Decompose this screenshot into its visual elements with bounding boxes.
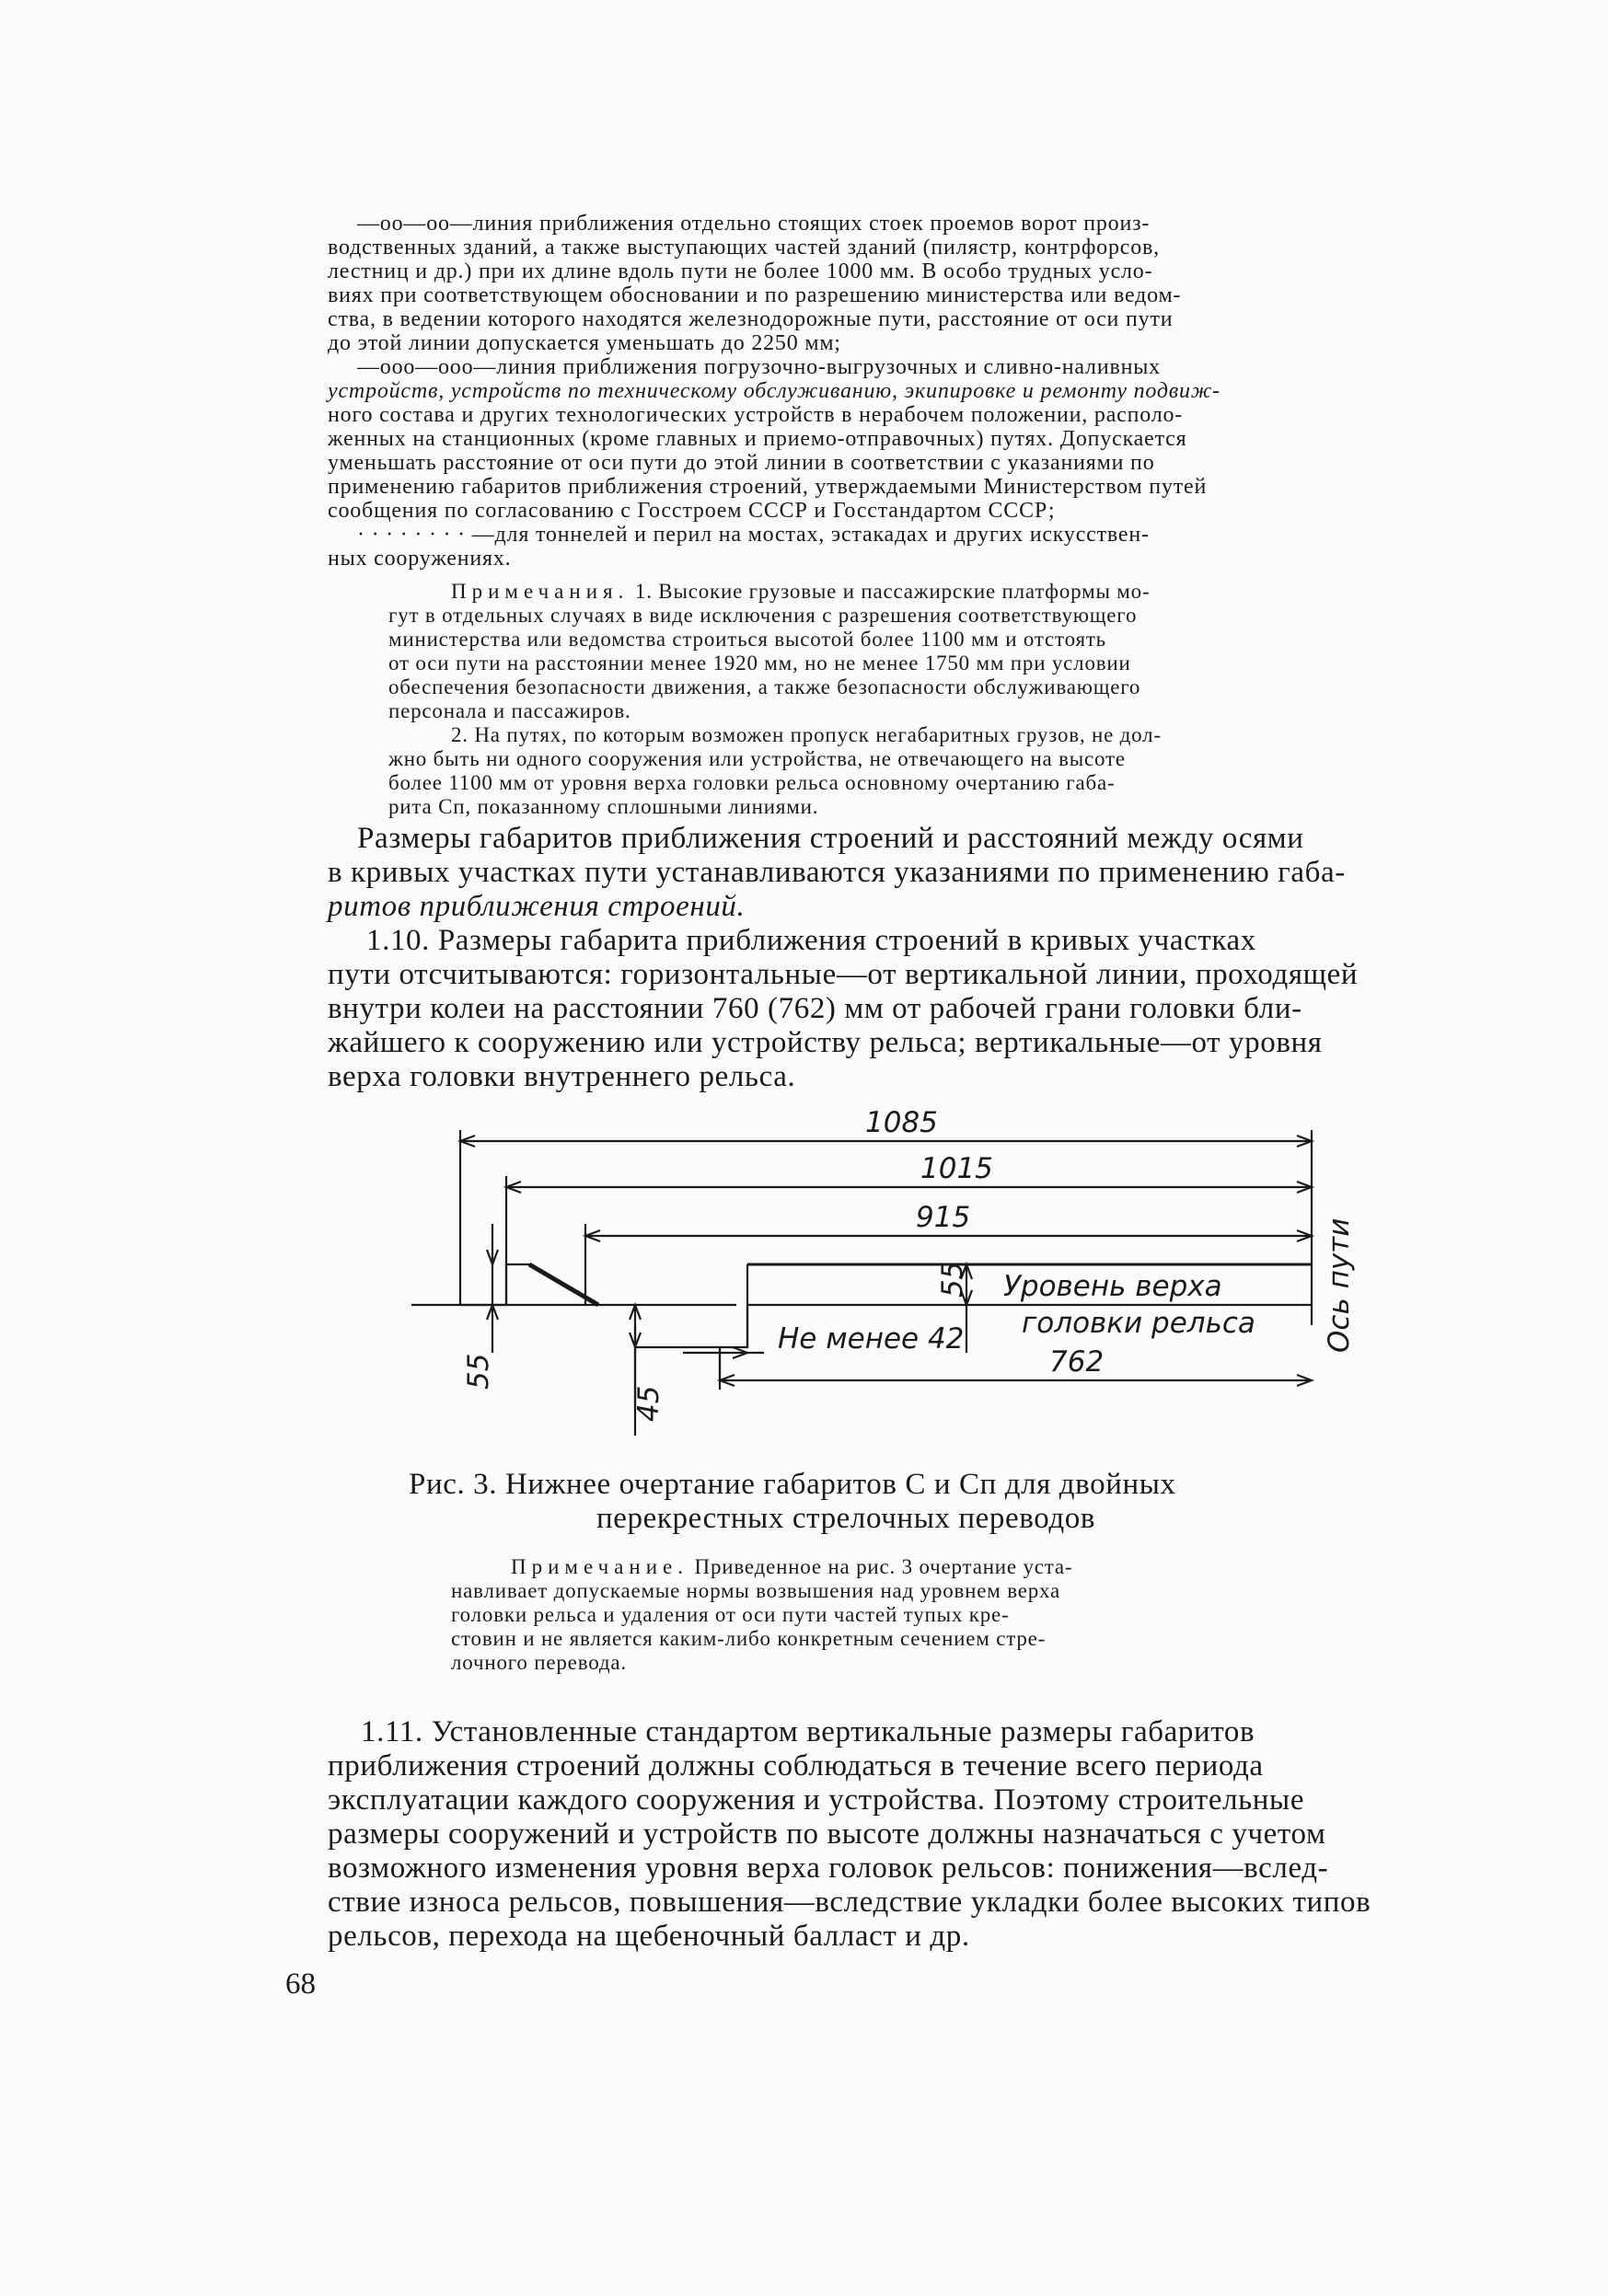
caption-line: перекрестных стрелочных переводов (596, 1502, 1096, 1535)
text-line: от оси пути на расстоянии менее 1920 мм, но не менее 1750 мм при условии (388, 652, 1131, 675)
text-line: жно быть ни одного сооружения или устройства, не отвечающего на высоте (388, 747, 1126, 770)
text-line: верха головки внутреннего рельса. (328, 1060, 796, 1093)
text-line: ства, в ведении которого находятся железнодорожные пути, расстояние от оси пути (328, 307, 1174, 331)
text-line: ритов приближения строений. (328, 890, 746, 923)
text-line: рельсов, перехода на щебеночный балласт и др. (328, 1920, 970, 1953)
text-line: сообщения по согласованию с Госстроем СССР и Госстандартом СССР; (328, 499, 1056, 523)
text-line: водственных зданий, а также выступающих частей зданий (пилястр, контрфорсов, (328, 236, 1160, 260)
text-line: возможного изменения уровня верха головок рельсов: понижения—вслед- (328, 1852, 1329, 1885)
text-line: уменьшать расстояние от оси пути до этой линии в соответствии с указаниями по (328, 451, 1155, 475)
text-line: 2. На путях, по которым возможен пропуск негабаритных грузов, не дол- (451, 723, 1162, 746)
dim-1015: 1015 (920, 1152, 993, 1185)
text-line: применению габаритов приближения строений, утверждаемыми Министерством путей (328, 475, 1208, 499)
text-line: более 1100 мм от уровня верха головки рельса основному очертанию габа- (388, 771, 1116, 794)
text-line: лестниц и др.) при их длине вдоль пути не более 1000 мм. В особо трудных усло- (328, 260, 1153, 283)
notes-label: Примечания. (451, 580, 630, 603)
text-line: 1.11. Установленные стандартом вертикальные размеры габаритов (361, 1715, 1255, 1748)
dim-55-left: 55 (462, 1353, 495, 1390)
text-line: жайшего к сооружению или устройству рельса; вертикальные—от уровня (328, 1026, 1323, 1059)
text-line: в кривых участках пути устанавливаются указаниями по применению габа- (328, 856, 1346, 889)
text-line: пути отсчитываются: горизонтальные—от вертикальной линии, проходящей (328, 958, 1359, 991)
text-line: обеспечения безопасности движения, а также безопасности обслуживающего (388, 675, 1141, 698)
page-number: 68 (285, 1967, 316, 2001)
text-line: персонала и пассажиров. (388, 699, 631, 722)
text-line: устройств, устройств по техническому обслуживанию, экипировке и ремонту подвиж- (328, 379, 1220, 403)
text-line: эксплуатации каждого сооружения и устройства. Поэтому строительные (328, 1783, 1305, 1817)
label-level-1: Уровень верха (1003, 1270, 1222, 1303)
text-line: Размеры габаритов приближения строений и расстояний между осями (357, 822, 1304, 855)
text-line: ствие износа рельсов, повышения—вследствие укладки более высоких типов (328, 1886, 1371, 1919)
fig-note-label: Примечание. (511, 1555, 688, 1578)
text-line: стовин и не является каким-либо конкретным сечением стре- (451, 1627, 1047, 1650)
dim-45: 45 (632, 1385, 665, 1422)
text-line: размеры сооружений и устройств по высоте должны назначаться с учетом (328, 1817, 1326, 1851)
text-line: головки рельса и удаления от оси пути частей тупых кре- (451, 1603, 1010, 1626)
dim-55-top: 55 (936, 1261, 969, 1298)
text-line: рита Сп, показанному сплошными линиями. (388, 795, 819, 818)
caption-line: Рис. 3. Нижнее очертание габаритов С и Сп для двойных (409, 1468, 1176, 1501)
text-line: ного состава и других технологических устройств в нерабочем положении, располо- (328, 403, 1184, 427)
label-min: Не менее 42 (778, 1322, 965, 1356)
dim-1085: 1085 (865, 1106, 938, 1139)
text-line: женных на станционных (кроме главных и приемо-отправочных) путях. Допускается (328, 427, 1187, 451)
text-line: —ooo—ooo—линия приближения погрузочно-выгрузочных и сливно-наливных (357, 355, 1161, 379)
text-line: · · · · · · · · —для тоннелей и перил на мостах, эстакадах и других искусствен- (357, 523, 1150, 547)
text-line: до этой линии допускается уменьшать до 2250 мм; (328, 331, 841, 355)
fig-note-line-1: Примечание. Приведенное на рис. 3 очертание уста- (511, 1555, 1073, 1578)
dim-915: 915 (916, 1201, 971, 1234)
text-line: 1.10. Размеры габарита приближения строений в кривых участках (366, 924, 1256, 957)
text-line: министерства или ведомства строиться высотой более 1100 мм и отстоять (388, 628, 1106, 651)
text-line: приближения строений должны соблюдаться в течение всего периода (328, 1749, 1264, 1783)
text-line: гут в отдельных случаях в виде исключения с разрешения соответствующего (388, 604, 1138, 627)
text-line: внутри колеи на расстоянии 760 (762) мм от рабочей грани головки бли- (328, 992, 1302, 1025)
text-line: лочного перевода. (451, 1651, 627, 1674)
text-line: —oo—oo—линия приближения отдельно стоящих стоек проемов ворот произ- (357, 212, 1151, 236)
text-line: виях при соответствующем обосновании и по разрешению министерства или ведом- (328, 283, 1182, 307)
dim-762: 762 (1049, 1345, 1105, 1379)
label-level-2: головки рельса (1022, 1307, 1255, 1340)
notes-line-1: Примечания. 1. Высокие грузовые и пассажирские платформы мо- (451, 580, 1151, 603)
text-line: навливает допускаемые нормы возвышения над уровнем верха (451, 1579, 1061, 1602)
label-axis: Ось пути (1323, 1217, 1356, 1353)
text-line: ных сооружениях. (328, 547, 512, 571)
